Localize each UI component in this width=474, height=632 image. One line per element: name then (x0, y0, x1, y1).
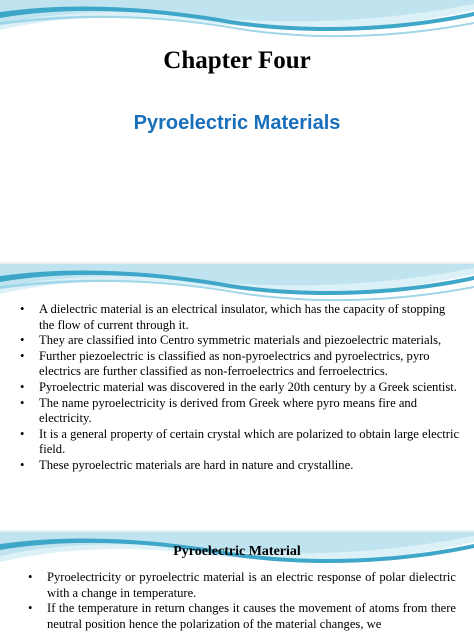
bullet-icon: • (28, 601, 33, 616)
bullet-icon: • (20, 302, 25, 316)
intro-bullet-list (20, 302, 460, 474)
bullet-icon: • (20, 395, 25, 410)
bullet-icon: • (20, 426, 25, 441)
bullet-icon: • (20, 348, 25, 363)
definition-bullet-list (28, 570, 456, 632)
list-item: • Pyroelectricity or pyroelectric material is an electric response of polar dielectric with a change in temperature. (28, 570, 456, 600)
slide-introduction (0, 264, 474, 530)
wave-banner (0, 0, 474, 44)
list-item: • They are classified into Centro symmetric materials and piezoelectric materials, (20, 333, 442, 348)
bullet-icon: • (20, 333, 25, 348)
list-item: • The name pyroelectricity is derived from Greek where pyro means fire and electricity. (20, 395, 418, 426)
list-item: • If the temperature in return changes it causes the movement of atoms from there neutral position hence the polarization of the material changes, we (28, 601, 456, 631)
list-item: • These pyroelectric materials are hard in nature and crystalline. (20, 457, 354, 472)
list-item: • Further piezoelectric is classified as non-pyroelectrics and pyroelectrics, pyro electrics are further classified as non-ferroelectrics and ferroelectrics. (20, 348, 430, 379)
section-heading: Pyroelectric Material (173, 544, 301, 559)
chapter-subtitle: Pyroelectric Materials (133, 112, 341, 134)
list-item: • It is a general property of certain crystal which are polarized to obtain large electric field. (20, 426, 460, 457)
slide-title (0, 0, 474, 262)
bullet-icon: • (20, 457, 25, 472)
bullet-icon: • (20, 379, 25, 394)
list-item: • A dielectric material is an electrical insulator, which has the capacity of stopping the flow of current through it. (20, 302, 446, 332)
bullet-icon: • (28, 570, 33, 584)
slide-pyroelectric-material (0, 532, 474, 632)
chapter-title: Chapter Four (163, 47, 311, 74)
list-item: • Pyroelectric material was discovered in the early 20th century by a Greek scientist. (20, 379, 457, 394)
